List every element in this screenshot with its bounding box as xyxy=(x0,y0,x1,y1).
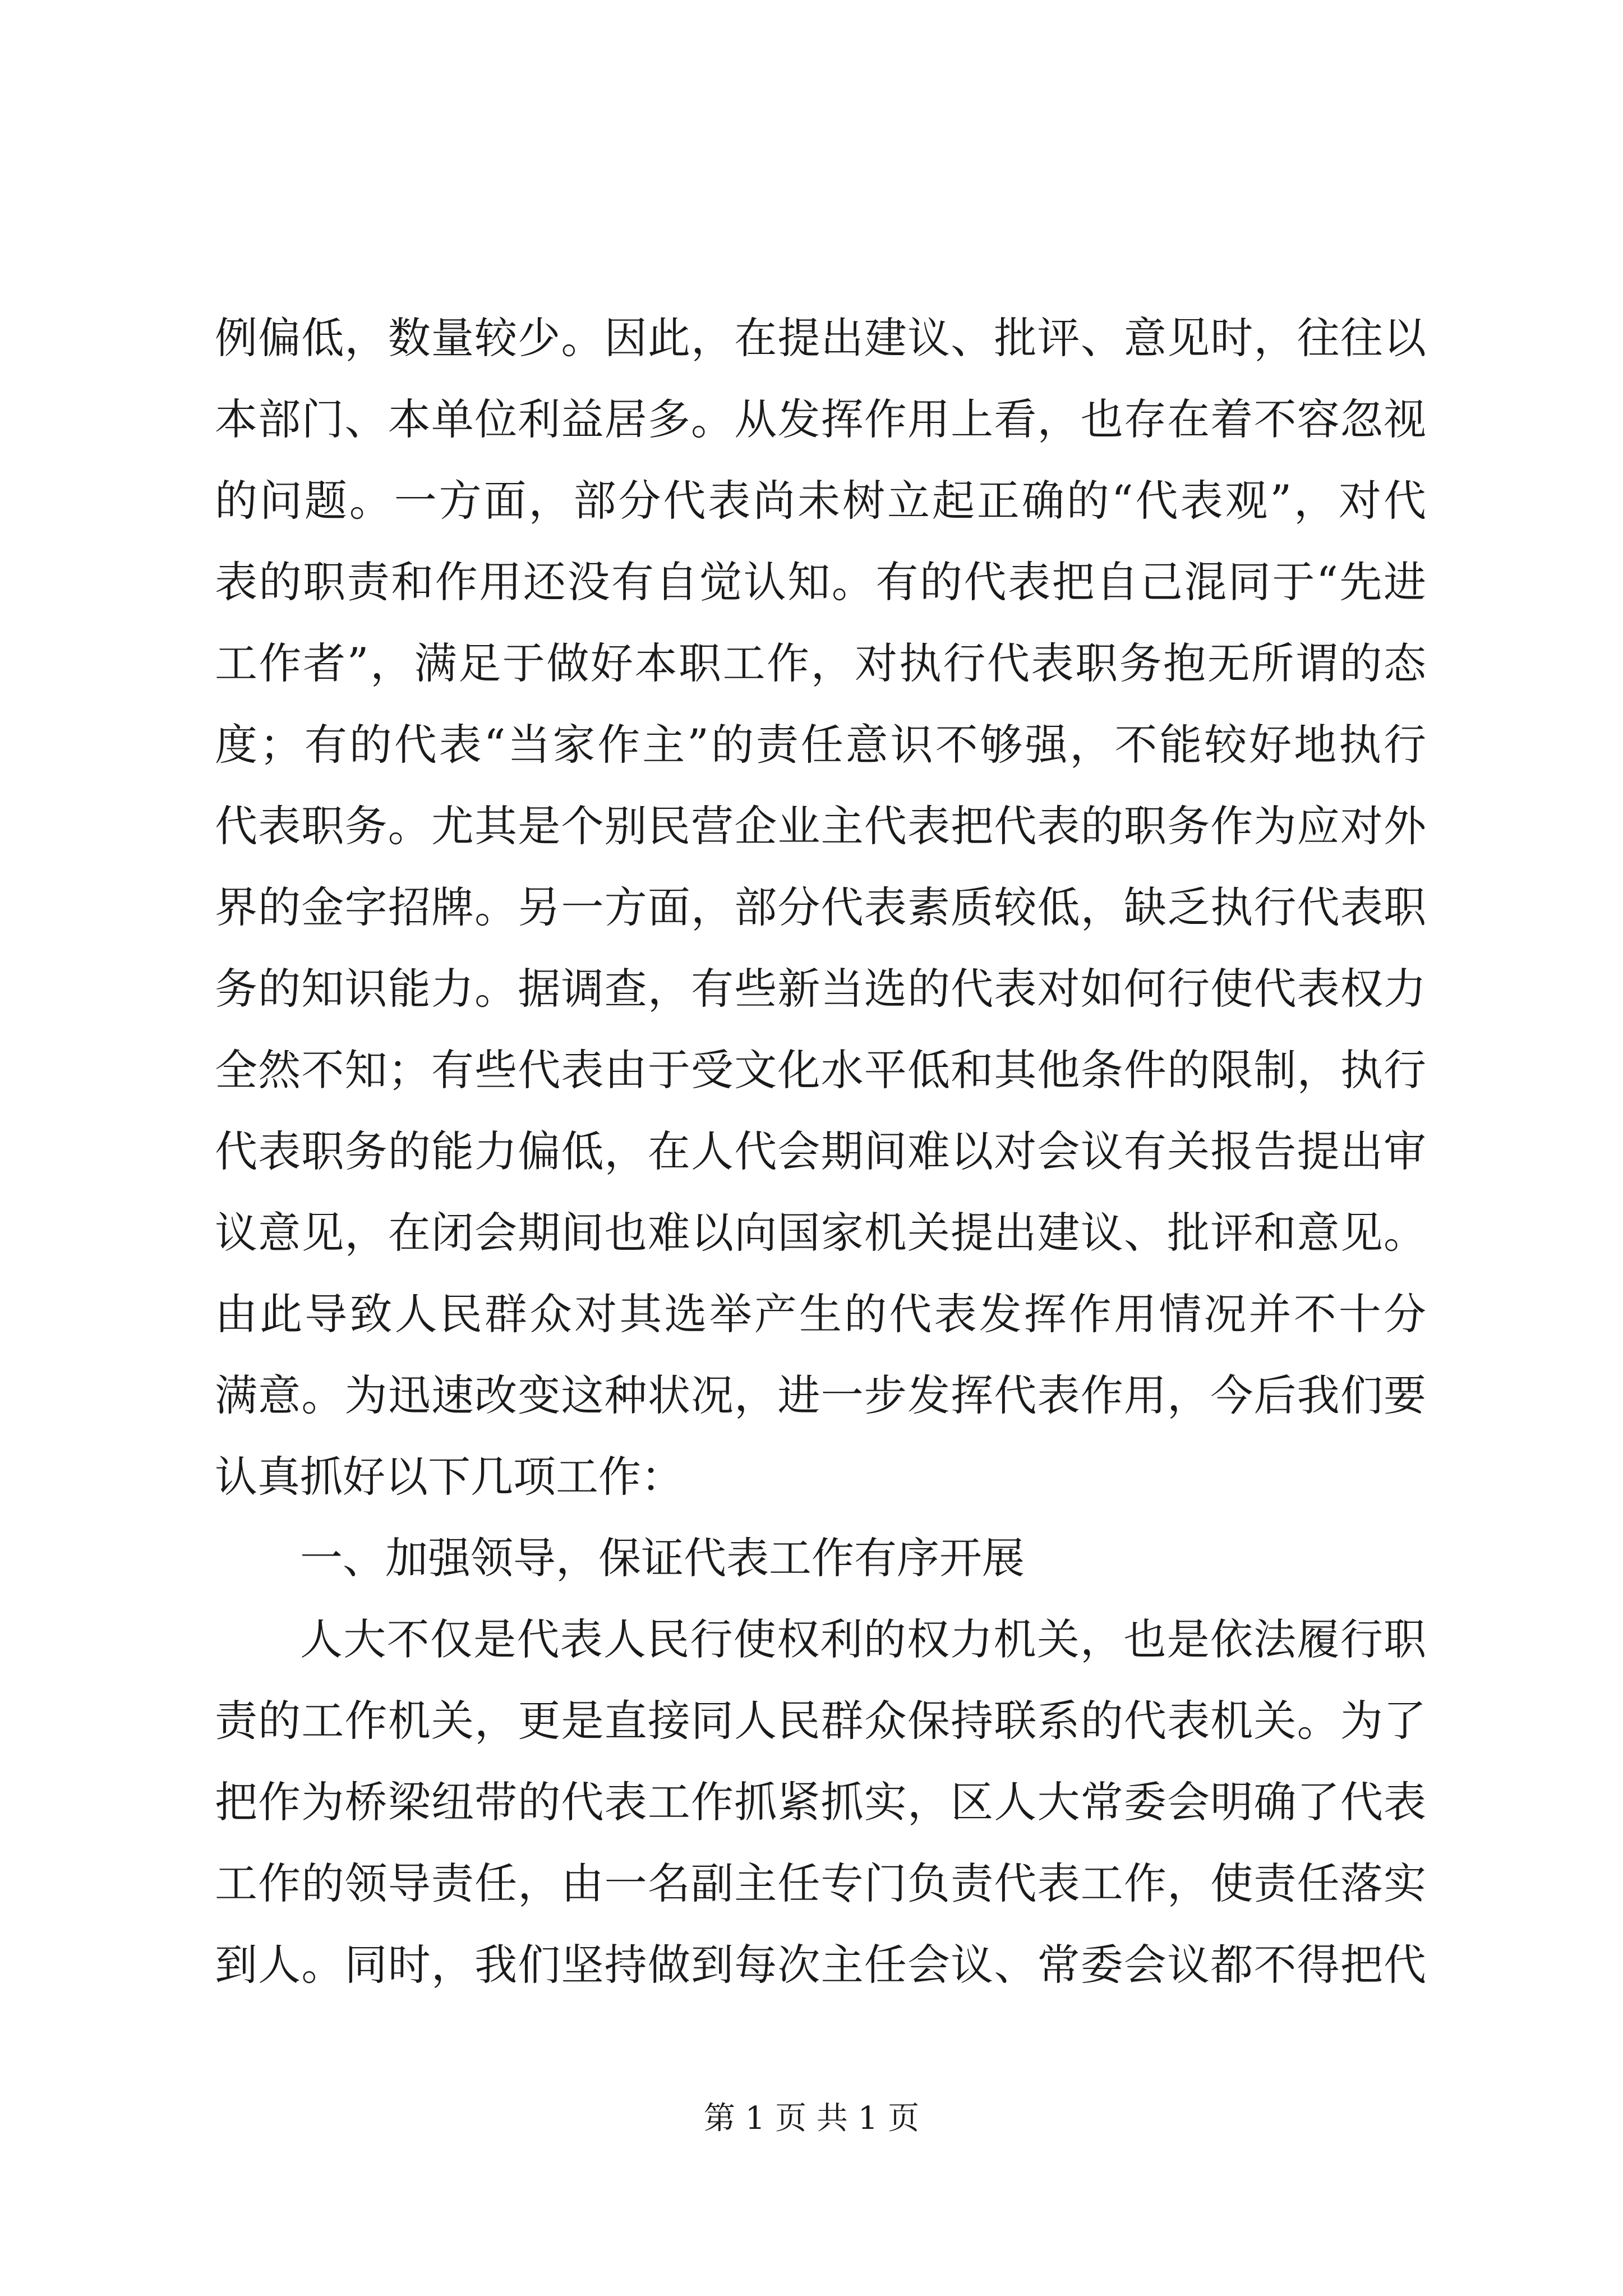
text-line: 表的职责和作用还没有自觉认知。有的代表把自己混同于“先进 xyxy=(215,557,1426,607)
text-line: 认真抓好以下几项工作： xyxy=(215,1452,684,1502)
text-line: 本部门、本单位利益居多。从发挥作用上看，也存在着不容忽视 xyxy=(215,394,1426,444)
text-line: 务的知识能力。据调查，有些新当选的代表对如何行使代表权力 xyxy=(215,964,1426,1014)
text-line: 代表职务。尤其是个别民营企业主代表把代表的职务作为应对外 xyxy=(215,801,1426,851)
text-line: 工作者”，满足于做好本职工作，对执行代表职务抱无所谓的态 xyxy=(215,638,1426,688)
text-line: 界的金字招牌。另一方面，部分代表素质较低，缺乏执行代表职 xyxy=(215,882,1426,932)
document-body xyxy=(215,297,1426,2005)
text-line: 满意。为迅速改变这种状况，进一步发挥代表作用，今后我们要 xyxy=(215,1370,1426,1420)
text-line: 到人。同时，我们坚持做到每次主任会议、常委会议都不得把代 xyxy=(215,1940,1426,1990)
text-line: 全然不知；有些代表由于受文化水平低和其他条件的限制，执行 xyxy=(215,1045,1426,1095)
text-line: 例偏低，数量较少。因此，在提出建议、批评、意见时，往往以 xyxy=(215,313,1426,363)
text-line: 把作为桥梁纽带的代表工作抓紧抓实，区人大常委会明确了代表 xyxy=(215,1777,1426,1827)
text-line: 代表职务的能力偏低，在人代会期间难以对会议有关报告提出审 xyxy=(215,1126,1426,1176)
text-line: 工作的领导责任，由一名副主任专门负责代表工作，使责任落实 xyxy=(215,1858,1426,1908)
text-line: 由此导致人民群众对其选举产生的代表发挥作用情况并不十分 xyxy=(215,1289,1426,1339)
text-line: 责的工作机关，更是直接同人民群众保持联系的代表机关。为了 xyxy=(215,1696,1426,1746)
text-line: 议意见，在闭会期间也难以向国家机关提出建议、批评和意见。 xyxy=(215,1208,1426,1258)
text-line: 的问题。一方面，部分代表尚未树立起正确的“代表观”，对代 xyxy=(215,476,1426,526)
section-heading: 一、加强领导，保证代表工作有序开展 xyxy=(300,1533,1025,1583)
text-line: 人大不仅是代表人民行使权利的权力机关，也是依法履行职 xyxy=(300,1614,1426,1664)
page-number-footer: 第 1 页 共 1 页 xyxy=(703,2100,920,2137)
text-line: 度；有的代表“当家作主”的责任意识不够强，不能较好地执行 xyxy=(215,720,1426,770)
